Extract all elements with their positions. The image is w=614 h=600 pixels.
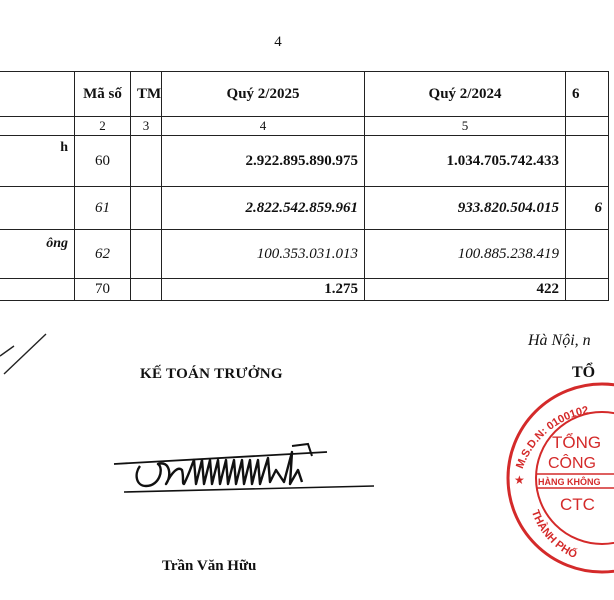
row-code: 61 [75, 187, 131, 230]
chief-accountant-title: KẾ TOÁN TRƯỞNG [140, 366, 283, 382]
row-q2-2024: 422 [365, 279, 566, 301]
index-item-cell [0, 117, 75, 136]
row-note [131, 187, 162, 230]
page-number: 4 [274, 34, 282, 50]
row-note [131, 279, 162, 301]
index-q2-2025: 4 [162, 117, 365, 136]
company-stamp [494, 378, 614, 578]
row-label [0, 279, 75, 301]
row-cut [566, 136, 609, 187]
stamp-line-2: CÔNG [548, 455, 596, 472]
director-title: TỔ [572, 364, 596, 381]
row-code: 62 [75, 230, 131, 279]
row-q2-2024: 100.885.238.419 [365, 230, 566, 279]
stamp-top-text: M.S.D.N: 0100102 [513, 404, 590, 471]
row-note [131, 230, 162, 279]
row-code: 60 [75, 136, 131, 187]
row-cut [566, 230, 609, 279]
financial-table [0, 71, 609, 301]
index-note: 3 [131, 117, 162, 136]
stamp-line-3: CTC [560, 495, 595, 514]
header-note: TM [131, 72, 162, 117]
table-row [0, 279, 609, 301]
chief-accountant-name: Trần Văn Hữu [162, 558, 257, 574]
header-q2-2025: Quý 2/2025 [162, 72, 365, 117]
row-q2-2025: 2.822.542.859.961 [162, 187, 365, 230]
stamp-band: HÀNG KHÔNG [538, 477, 601, 487]
row-code: 70 [75, 279, 131, 301]
row-q2-2025: 100.353.031.013 [162, 230, 365, 279]
row-cut [566, 279, 609, 301]
table-row [0, 136, 609, 187]
row-q2-2024: 933.820.504.015 [365, 187, 566, 230]
table-index-row [0, 117, 609, 136]
row-label: ông [0, 230, 75, 279]
index-code: 2 [75, 117, 131, 136]
index-q2-2024: 5 [365, 117, 566, 136]
row-q2-2025: 2.922.895.890.975 [162, 136, 365, 187]
table-row [0, 187, 609, 230]
row-label: h [0, 136, 75, 187]
header-item-cell [0, 72, 75, 117]
place-date: Hà Nội, n [528, 332, 591, 349]
header-cut-column: 6 [566, 72, 609, 117]
header-code: Mã số [75, 72, 131, 117]
header-q2-2024: Quý 2/2024 [365, 72, 566, 117]
stamp-line-1: TỔNG [552, 433, 602, 452]
svg-text:THÀNH PHỐ [529, 508, 580, 561]
row-q2-2024: 1.034.705.742.433 [365, 136, 566, 187]
row-cut: 6 [566, 187, 609, 230]
stamp-bottom-text: THÀNH PHỐ [528, 508, 579, 562]
stamp-star-icon: ★ [514, 473, 525, 487]
table-header-row [0, 72, 609, 117]
signature [112, 430, 382, 510]
table-row [0, 230, 609, 279]
index-cut [566, 117, 609, 136]
preparer-mark [0, 330, 60, 380]
row-note [131, 136, 162, 187]
row-label [0, 187, 75, 230]
row-q2-2025: 1.275 [162, 279, 365, 301]
